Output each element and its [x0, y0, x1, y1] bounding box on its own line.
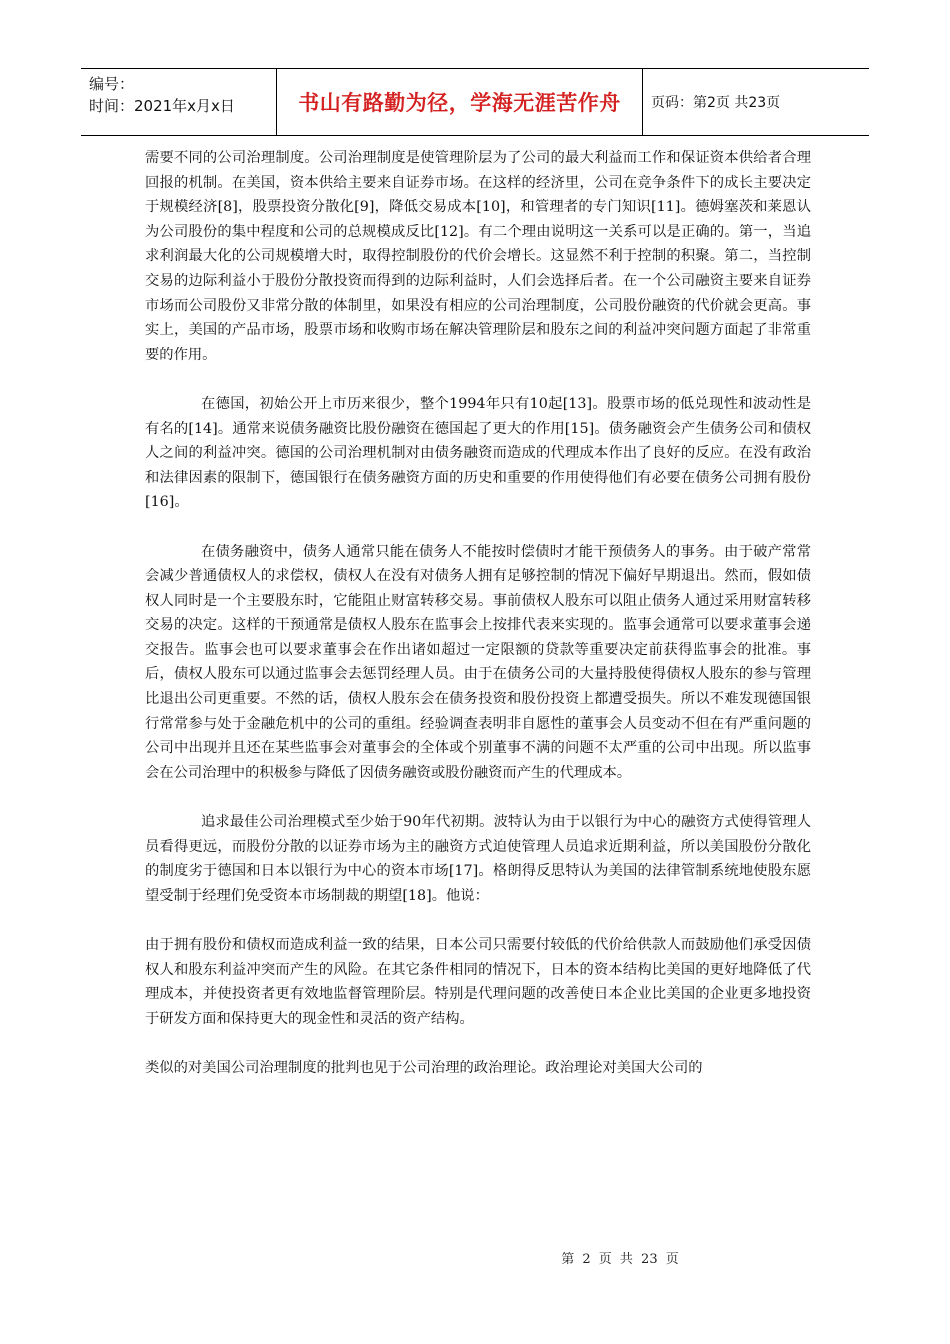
header-page-info: 页码：第2页 共23页: [651, 95, 781, 111]
paragraph: 类似的对美国公司治理制度的批判也见于公司治理的政治理论。政治理论对美国大公司的: [145, 1059, 703, 1076]
paragraph: 追求最佳公司治理模式至少始于90年代初期。波特认为由于以银行为中心的融资方式使得管理人员看得更远，而股份分散的以证券市场为主的融资方式迫使管理人员追求近期利益，所以美国股份分散化的制度劣于德国和日本以银行为中心的资本市场[17]。格朗得反思特认为美国的法律管制系统地使股东愿望受制于经理们免受资本市场制裁的期望[18]。他说：: [145, 814, 811, 904]
quote-paragraph: 由于拥有股份和债权而造成利益一致的结果，日本公司只需要付较低的代价给供款人而鼓励他们承受因债权人和股东利益冲突而产生的风险。在其它条件相同的情况下，日本的资本结构比美国的更好地降低了代理成本，并使投资者更有效地监督管理阶层。特别是代理问题的改善使日本企业比美国的企业更多地投资于研发方面和保持更大的现金性和灵活的资产结构。: [145, 937, 811, 1027]
paragraph: 在债务融资中，债务人通常只能在债务人不能按时偿债时才能干预债务人的事务。由于破产常常会减少普通债权人的求偿权，债权人在没有对债务人拥有足够控制的情况下偏好早期退出。然而，假如债权人同时是一个主要股东时，它能阻止财富转移交易。事前债权人股东可以阻止债务人通过采用财富转移交易的决定。这样的干预通常是债权人股东在监事会上按排代表来实现的。监事会通常可以要求董事会递交报告。监事会也可以要求董事会在作出诸如超过一定限额的贷款等重要决定前获得监事会的批准。事后，债权人股东可以通过监事会去惩罚经理人员。由于在债务公司的大量持股使得债权人股东的参与管理比退出公司更重要。不然的话，债权人股东会在债务投资和股份投资上都遭受损失。所以不难发现德国银行常常参与处于金融危机中的公司的重组。经验调查表明非自愿性的董事会人员变动不但在有严重问题的公司中出现并且还在某些监事会对董事会的全体或个别董事不满的问题不太严重的公司中出现。所以监事会在公司治理中的积极参与降低了因债务融资或股份融资而产生的代理成本。: [145, 543, 811, 781]
document-number: 编号：: [89, 75, 135, 93]
paragraph: 在德国，初始公开上市历来很少，整个1994年只有10起[13]。股票市场的低兑现性和波动性是有名的[14]。通常来说债务融资比股份融资在德国起了更大的作用[15]。债务融资会产生债务公司和债权人之间的利益冲突。德国的公司治理机制对由债务融资而造成的代理成本作出了良好的反应。在没有政治和法律因素的限制下，德国银行在债务融资方面的历史和重要的作用使得他们有必要在债务公司拥有股份[16]。: [145, 395, 811, 511]
header-meta: [81, 69, 277, 135]
page-header: [81, 68, 869, 136]
document-date: 时间：2021年x月x日: [89, 97, 235, 115]
document-body: [145, 146, 811, 1081]
header-motto: 书山有路勤为径，学海无涯苦作舟: [277, 69, 643, 135]
page-footer: 第 2 页 共 23 页: [561, 1252, 679, 1267]
paragraph: 需要不同的公司治理制度。公司治理制度是使管理阶层为了公司的最大利益而工作和保证资本供给者合理回报的机制。在美国，资本供给主要来自证券市场。在这样的经济里，公司在竞争条件下的成长主要决定于规模经济[8]，股票投资分散化[9]，降低交易成本[10]，和管理者的专门知识[11]。德姆塞茨和莱恩认为公司股份的集中程度和公司的总规模成反比[12]。有二个理由说明这一关系可以是正确的。第一，当追求利润最大化的公司规模增大时，取得控制股份的代价会增长。这显然不利于控制的积聚。第二，当控制交易的边际利益小于股份分散投资而得到的边际利益时，人们会选择后者。在一个公司融资主要来自证券市场而公司股份又非常分散的体制里，如果没有相应的公司治理制度，公司股份融资的代价就会更高。事实上，美国的产品市场，股票市场和收购市场在解决管理阶层和股东之间的利益冲突问题方面起了非常重要的作用。: [145, 150, 811, 363]
